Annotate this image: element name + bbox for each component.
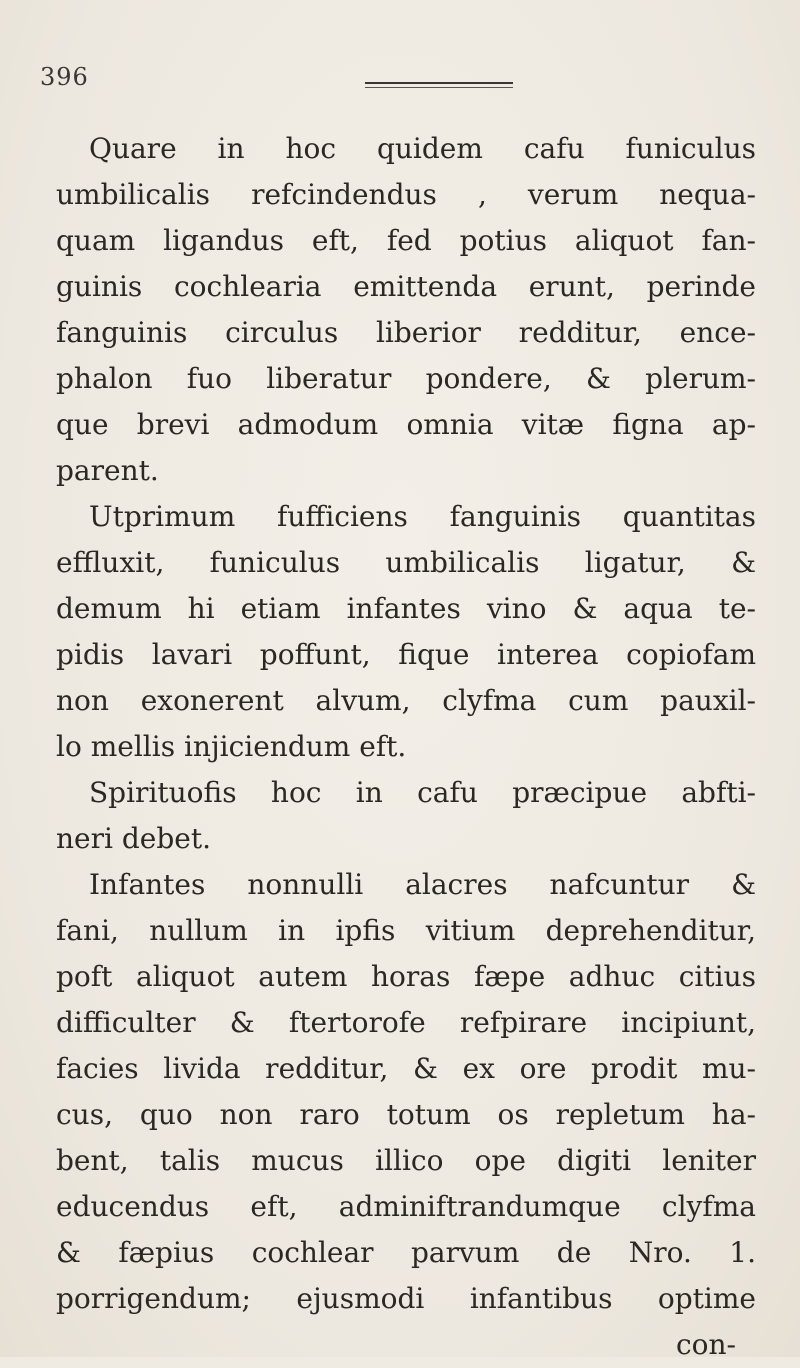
text-line: fanguinis circulus liberior redditur, ence- (56, 316, 756, 349)
text-line: poft aliquot autem horas fæpe adhuc citius (56, 960, 756, 993)
page-number: 396 (40, 63, 89, 91)
text-line: Quare in hoc quidem cafu funiculus (89, 132, 756, 165)
text-line: bent, talis mucus illico ope digiti leniter (56, 1144, 756, 1177)
text-line: cus, quo non raro totum os repletum ha- (56, 1098, 756, 1131)
text-line: pidis lavari poffunt, fique interea copiofam (56, 638, 756, 671)
header-rule (365, 82, 513, 84)
text-line: facies livida redditur, & ex ore prodit mu- (56, 1052, 756, 1085)
text-line: porrigendum; ejusmodi infantibus optime (56, 1282, 756, 1315)
text-line: non exonerent alvum, clyfma cum pauxil- (56, 684, 756, 717)
text-line: demum hi etiam infantes vino & aqua te- (56, 592, 756, 625)
text-line: phalon fuo liberatur pondere, & plerum- (56, 362, 756, 395)
text-line: fani, nullum in ipfis vitium deprehenditur, (56, 914, 756, 947)
body-text (56, 126, 756, 1368)
text-line: quam ligandus eft, fed potius aliquot fan- (56, 224, 756, 257)
text-line: educendus eft, adminiftrandumque clyfma (56, 1190, 756, 1223)
text-line: lo mellis injiciendum eft. (56, 730, 407, 763)
catchword: con- (675, 1328, 736, 1361)
text-line: parent. (56, 454, 159, 487)
text-line: Spirituofis hoc in cafu præcipue abfti- (89, 776, 756, 809)
text-line: & fæpius cochlear parvum de Nro. 1. (56, 1236, 756, 1269)
text-line: umbilicalis refcindendus , verum nequa- (56, 178, 756, 211)
text-line: neri debet. (56, 822, 211, 855)
text-line: guinis cochlearia emittenda erunt, perinde (56, 270, 756, 303)
text-line: Infantes nonnulli alacres nafcuntur & (89, 868, 756, 901)
text-line: effluxit, funiculus umbilicalis ligatur, & (56, 546, 756, 579)
text-line: que brevi admodum omnia vitæ figna ap- (56, 408, 756, 441)
text-line: Utprimum fufficiens fanguinis quantitas (89, 500, 756, 533)
text-line: difficulter & ftertorofe refpirare incipiunt, (56, 1006, 756, 1039)
